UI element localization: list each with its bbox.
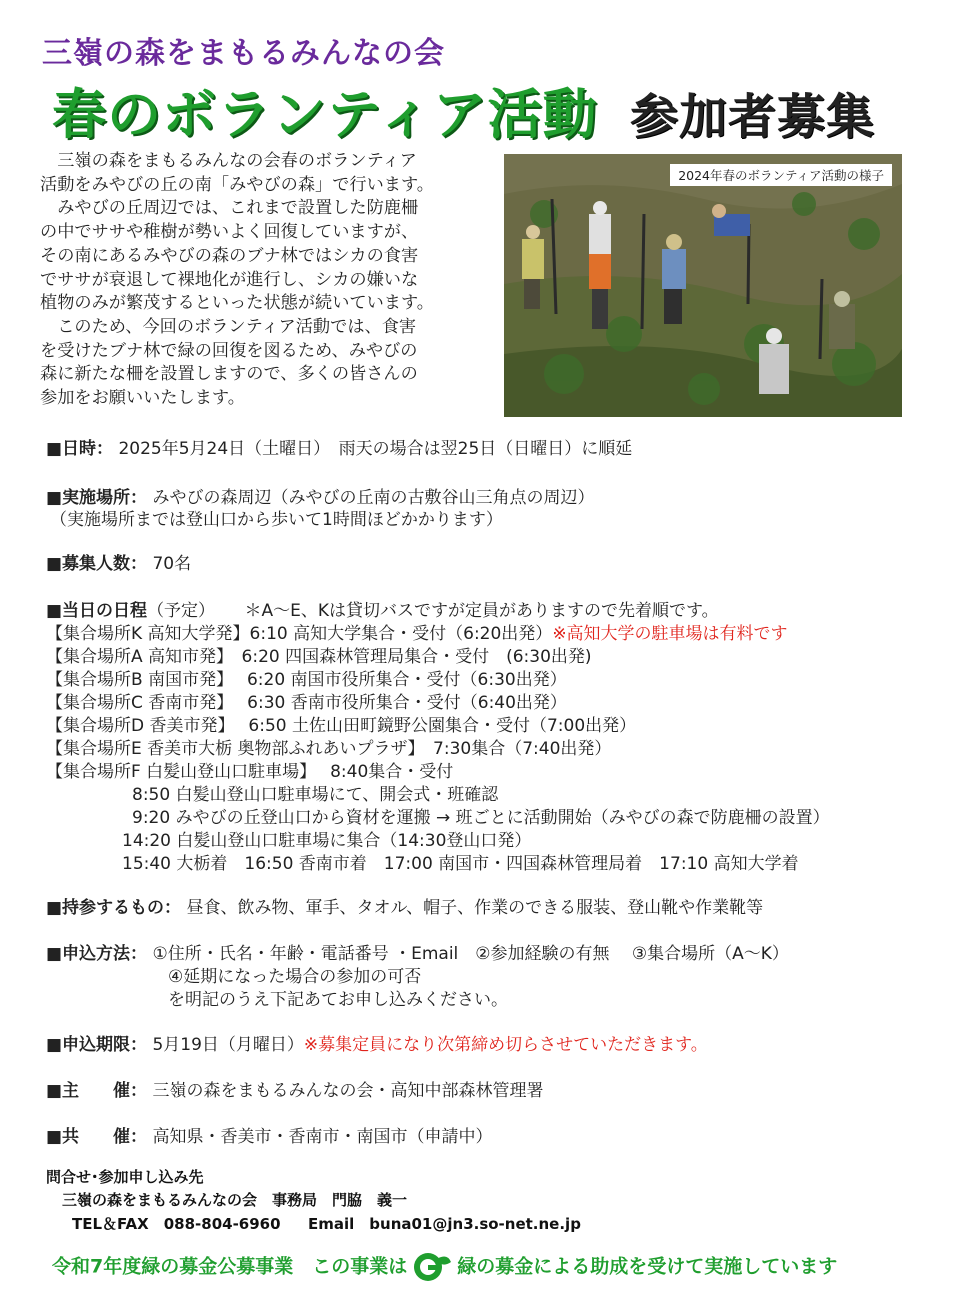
- bring-label: ■持参するもの：: [46, 898, 182, 918]
- date-label: ■日時：: [46, 439, 114, 459]
- deadline-warning: ※募集定員になり次第締め切らさせていただきます。: [303, 1035, 708, 1055]
- timeline-item: 8:50 白髪山登山口駐車場にて、開会式・班確認: [132, 785, 499, 805]
- timeline-item: 14:20 白髪山登山口駐車場に集合（14:30登山口発）: [122, 831, 532, 851]
- schedule-row: 【集合場所E 香美市大栃 奥物部ふれあいプラザ】 7:30集合（7:40出発）: [46, 739, 612, 759]
- contact-office: 三嶺の森をまもるみんなの会 事務局 門脇 義一: [62, 1191, 408, 1209]
- schedule-row: 【集合場所B 南国市発】 6:20 南国市役所集合・受付（6:30出発）: [46, 670, 567, 690]
- intro-line: その南にあるみやびの森のブナ林ではシカの食害: [40, 245, 419, 266]
- cohost-label: ■共 催：: [46, 1127, 148, 1147]
- schedule-row: 【集合場所A 高知市発】 6:20 四国森林管理局集合・受付 (6:30出発): [46, 647, 592, 667]
- schedule-label-suffix: （予定）: [147, 601, 216, 621]
- intro-line: でササが衰退して裸地化が進行し、シカの嫌いな: [40, 269, 419, 290]
- volunteer-activity-photo: [504, 154, 902, 417]
- apply-label: ■申込方法：: [46, 944, 148, 964]
- timeline-item: 9:20 みやびの丘登山口から資材を運搬 → 班ごとに活動開始（みやびの森で防鹿柵の設置）: [132, 808, 830, 828]
- schedule-heading: [46, 596, 719, 621]
- intro-line: 参加をお願いいたします。: [40, 388, 245, 409]
- deadline-label: ■申込期限：: [46, 1035, 148, 1055]
- bring-value: 昼食、飲み物、軍手、タオル、帽子、作業のできる服装、登山靴や作業靴等: [181, 898, 764, 918]
- intro-line: このため、今回のボランティア活動では、食害: [40, 316, 417, 337]
- host-value: 三嶺の森をまもるみんなの会・高知中部森林管理署: [147, 1081, 544, 1101]
- footer-left: 令和7年度緑の募金公募事業 この事業は: [52, 1255, 408, 1278]
- page-title: 春のボランティア活動: [52, 83, 598, 146]
- schedule-row: 【集合場所F 白髪山登山口駐車場】 8:40集合・受付: [46, 762, 454, 782]
- schedule-row: 【集合場所K 高知大学発】6:10 高知大学集合・受付（6:20出発）※高知大学の駐車場は有料です: [46, 624, 788, 644]
- apply-row: [46, 939, 789, 964]
- host-label: ■主 催：: [46, 1081, 148, 1101]
- deadline-value: 5月19日（月曜日）: [147, 1035, 304, 1055]
- intro-paragraph: [40, 150, 495, 411]
- intro-line: の中でササや稚樹が勢いよく回復していますが、: [40, 222, 419, 243]
- photo-caption: 2024年春のボランティア活動の様子: [670, 164, 892, 186]
- schedule-row: 【集合場所C 香南市発】 6:30 香南市役所集合・受付（6:40出発）: [46, 693, 567, 713]
- organization-heading: 三嶺の森をまもるみんなの会: [42, 36, 445, 71]
- venue-label: ■実施場所：: [46, 488, 148, 508]
- bring-row: [46, 893, 763, 918]
- capacity-row: [46, 549, 191, 574]
- intro-line: 活動をみやびの丘の南「みやびの森」で行います。: [40, 174, 434, 195]
- capacity-value: 70名: [147, 554, 192, 574]
- schedule-label: ■当日の日程: [46, 601, 148, 621]
- intro-line: 森に新たな柵を設置しますので、多くの皆さんの: [40, 364, 418, 385]
- venue-note: （実施場所までは登山口から歩いて1時間ほどかかります）: [50, 510, 503, 530]
- intro-line: 植物のみが繁茂するといった状態が続いています。: [40, 293, 434, 314]
- green-fund-logo-icon: [411, 1250, 453, 1284]
- cohost-value: 高知県・香美市・香南市・南国市（申請中）: [147, 1127, 493, 1147]
- date-value: 2025年5月24日（土曜日） 雨天の場合は翌25日（日曜日）に順延: [113, 439, 633, 459]
- deadline-row: [46, 1030, 708, 1055]
- intro-line: 三嶺の森をまもるみんなの会春のボランティア: [40, 151, 417, 171]
- contact-email[interactable]: Email buna01@jn3.so-net.ne.jp: [308, 1215, 581, 1233]
- capacity-label: ■募集人数：: [46, 554, 148, 574]
- schedule-row: 【集合場所D 香美市発】 6:50 土佐山田町鏡野公園集合・受付（7:00出発）: [46, 716, 637, 736]
- venue-value: みやびの森周辺（みやびの丘南の古敷谷山三角点の周辺）: [147, 488, 595, 508]
- contact-heading: 問合せ･参加申し込み先: [46, 1168, 204, 1186]
- date-row: [46, 434, 632, 459]
- timeline-item: 15:40 大栃着 16:50 香南市着 17:00 南国市・四国森林管理局着 17:10 高知大学着: [122, 854, 799, 874]
- apply-line: を明記のうえ下記あてお申し込みください。: [168, 990, 508, 1010]
- page-title-suffix: 参加者募集: [630, 89, 876, 145]
- footer-note: [52, 1250, 837, 1284]
- host-row: [46, 1076, 543, 1101]
- apply-line: ④延期になった場合の参加の可否: [168, 967, 422, 987]
- schedule-note: ＊A～E、Kは貸切バスですが定員がありますので先着順です。: [244, 601, 719, 621]
- footer-right: 緑の募金による助成を受けて実施しています: [457, 1255, 838, 1278]
- intro-line: みやびの丘周辺では、これまで設置した防鹿柵: [40, 198, 419, 219]
- parking-fee-warning: ※高知大学の駐車場は有料です: [552, 624, 788, 644]
- apply-line: ①住所・氏名・年齢・電話番号 ・Email ②参加経験の有無 ③集合場所（A～K）: [147, 944, 789, 964]
- photo-scene-illustration: [504, 154, 902, 417]
- intro-line: を受けたブナ林で緑の回復を図るため、みやびの: [40, 340, 418, 361]
- cohost-row: [46, 1122, 492, 1147]
- contact-tel: TEL＆FAX 088-804-6960: [72, 1215, 281, 1233]
